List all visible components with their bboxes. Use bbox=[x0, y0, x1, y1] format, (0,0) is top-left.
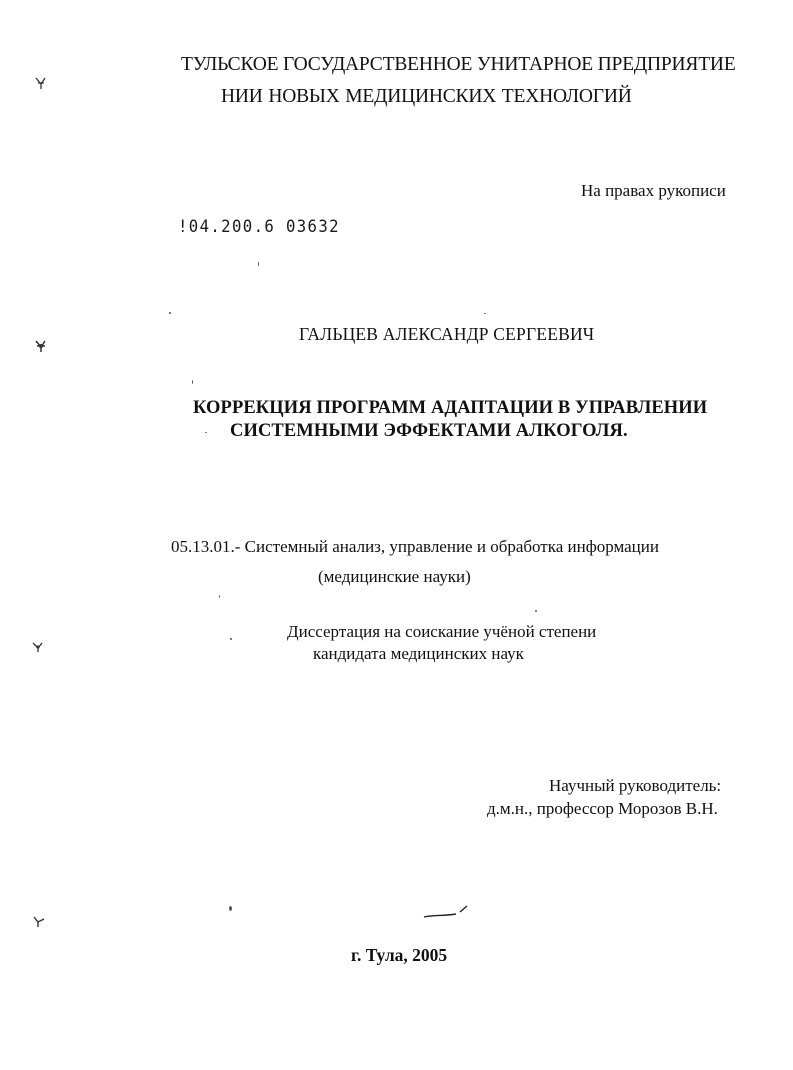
author-name: ГАЛЬЦЕВ АЛЕКСАНДР СЕРГЕЕВИЧ bbox=[299, 324, 595, 344]
degree-line-2: кандидата медицинских наук bbox=[313, 644, 524, 663]
scan-speck bbox=[535, 610, 537, 612]
scan-speck bbox=[229, 906, 232, 911]
scan-speck bbox=[169, 312, 171, 314]
binding-hole-mark-icon bbox=[33, 338, 49, 357]
scan-speck bbox=[258, 262, 259, 266]
binding-hole-mark-icon bbox=[31, 913, 47, 932]
scan-speck bbox=[230, 638, 232, 640]
dissertation-title-line-1: КОРРЕКЦИЯ ПРОГРАММ АДАПТАЦИИ В УПРАВЛЕНИИ bbox=[193, 398, 708, 418]
scan-speck bbox=[192, 380, 193, 384]
specialty-code-line: 05.13.01.- Системный анализ, управление и обработка информации bbox=[171, 537, 659, 556]
city-year: г. Тула, 2005 bbox=[351, 945, 448, 965]
scan-speck bbox=[484, 313, 486, 314]
supervisor-name: д.м.н., профессор Морозов В.Н. bbox=[487, 799, 718, 818]
organization-name-line-2: НИИ НОВЫХ МЕДИЦИНСКИХ ТЕХНОЛОГИЙ bbox=[221, 86, 632, 107]
scan-speck bbox=[205, 432, 207, 433]
specialty-field: (медицинские науки) bbox=[318, 567, 471, 586]
dissertation-title-line-2: СИСТЕМНЫМИ ЭФФЕКТАМИ АЛКОГОЛЯ. bbox=[230, 421, 628, 441]
signature-icon bbox=[422, 903, 472, 926]
binding-hole-mark-icon bbox=[30, 639, 46, 658]
binding-hole-mark-icon bbox=[33, 75, 49, 94]
inventory-number-stamp: !04.200.6 03632 bbox=[178, 217, 340, 237]
scan-speck bbox=[219, 595, 220, 598]
organization-name-line-1: ТУЛЬСКОЕ ГОСУДАРСТВЕННОЕ УНИТАРНОЕ ПРЕДПРИЯТИЕ bbox=[181, 54, 736, 75]
degree-line-1: Диссертация на соискание учёной степени bbox=[287, 622, 597, 641]
rights-notice: На правах рукописи bbox=[581, 181, 726, 200]
supervisor-label: Научный руководитель: bbox=[549, 776, 722, 795]
